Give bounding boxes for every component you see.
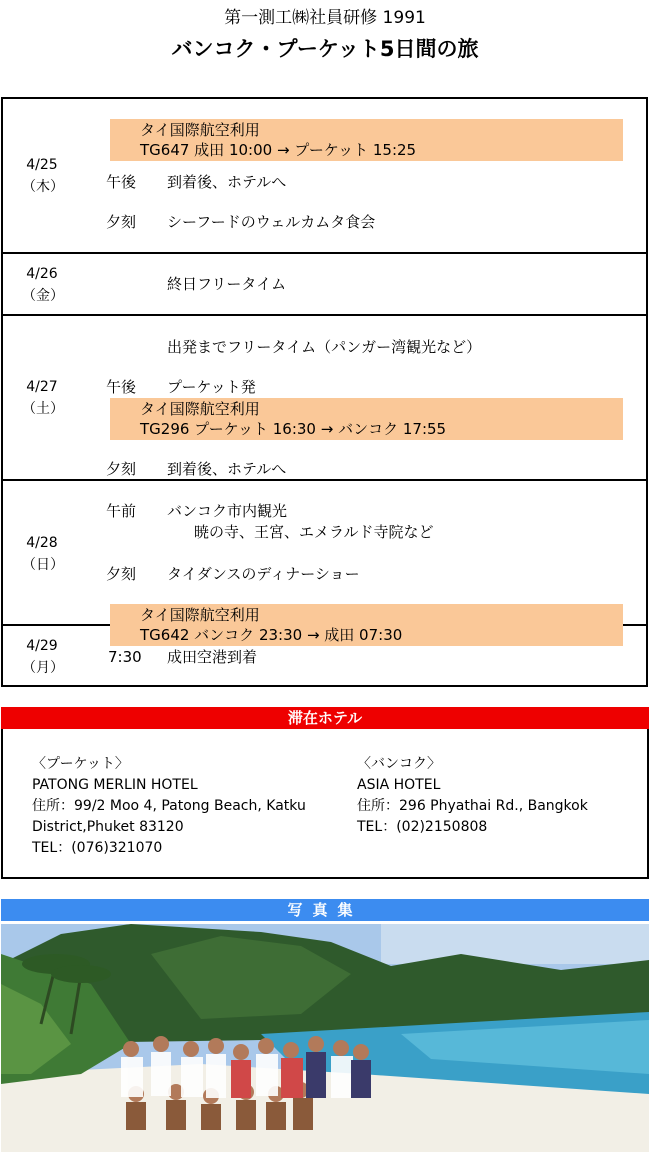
hotel-bangkok — [357, 754, 588, 838]
hotel-tel: TEL：(076)321070 — [32, 840, 163, 856]
hotel-tel: TEL：(02)2150808 — [357, 819, 488, 835]
trip-title: バンコク・プーケット5日間の旅 — [171, 37, 479, 61]
schedule-time: 午前 — [106, 502, 137, 520]
row-divider — [1, 314, 648, 316]
day-date: 4/27 （土） — [22, 379, 64, 417]
schedule-time: 午後 — [106, 173, 137, 191]
document-title: 第一測工㈱社員研修 1991 — [224, 8, 426, 28]
flight-info — [110, 119, 623, 161]
schedule-text: シーフードのウェルカムタ食会 — [167, 213, 376, 231]
schedule-time: 7:30 — [108, 648, 142, 666]
hotel-address: 住所：296 Phyathai Rd., Bangkok — [357, 798, 588, 814]
flight-airline: タイ国際航空利用 — [140, 400, 260, 418]
flight-info — [110, 398, 623, 440]
flight-airline: タイ国際航空利用 — [140, 121, 260, 139]
schedule-text: バンコク市内観光 — [167, 502, 288, 520]
row-divider — [1, 479, 648, 481]
hotel-address: 住所：99/2 Moo 4, Patong Beach, Katku — [32, 798, 306, 814]
flight-detail: TG296 プーケット 16:30 → バンコク 17:55 — [140, 420, 447, 438]
day-date: 4/25 （木） — [22, 157, 64, 195]
hotel-section-heading: 滞在ホテル — [1, 707, 649, 729]
schedule-time: 夕刻 — [106, 213, 137, 231]
group-beach-photo — [1, 924, 649, 1152]
schedule-time: 夕刻 — [106, 565, 137, 583]
beach-photo-illustration — [1, 924, 649, 1152]
schedule-text: 到着後、ホテルへ — [167, 460, 287, 478]
hotel-address: District,Phuket 83120 — [32, 819, 184, 835]
flight-detail: TG647 成田 10:00 → プーケット 15:25 — [140, 141, 417, 159]
schedule-text: 成田空港到着 — [167, 648, 258, 666]
row-divider — [1, 252, 648, 254]
schedule-time: 夕刻 — [106, 460, 137, 478]
schedule-text: プーケット発 — [167, 378, 256, 396]
hotel-name: ASIA HOTEL — [357, 777, 441, 793]
photo-section-heading: 写真集 — [1, 899, 649, 921]
schedule-text: 終日フリータイム — [167, 275, 287, 293]
day-date: 4/28 （日） — [22, 535, 64, 573]
schedule-table — [1, 97, 648, 687]
flight-info — [110, 604, 623, 646]
hotel-region: 〈バンコク〉 — [357, 756, 441, 772]
day-date: 4/26 （金） — [22, 266, 64, 304]
hotel-region: 〈プーケット〉 — [32, 756, 129, 772]
schedule-text: 到着後、ホテルへ — [167, 173, 287, 191]
flight-detail: TG642 バンコク 23:30 → 成田 07:30 — [140, 626, 403, 644]
schedule-text: タイダンスのディナーショー — [167, 565, 360, 583]
hotel-name: PATONG MERLIN HOTEL — [32, 777, 198, 793]
day-date: 4/29 （月） — [22, 638, 64, 676]
hotel-phuket — [32, 754, 306, 859]
flight-airline: タイ国際航空利用 — [140, 606, 260, 624]
schedule-text: 出発までフリータイム（パンガー湾観光など） — [167, 338, 482, 356]
schedule-time: 午後 — [106, 378, 137, 396]
schedule-text: 暁の寺、王宮、エメラルド寺院など — [194, 523, 434, 541]
